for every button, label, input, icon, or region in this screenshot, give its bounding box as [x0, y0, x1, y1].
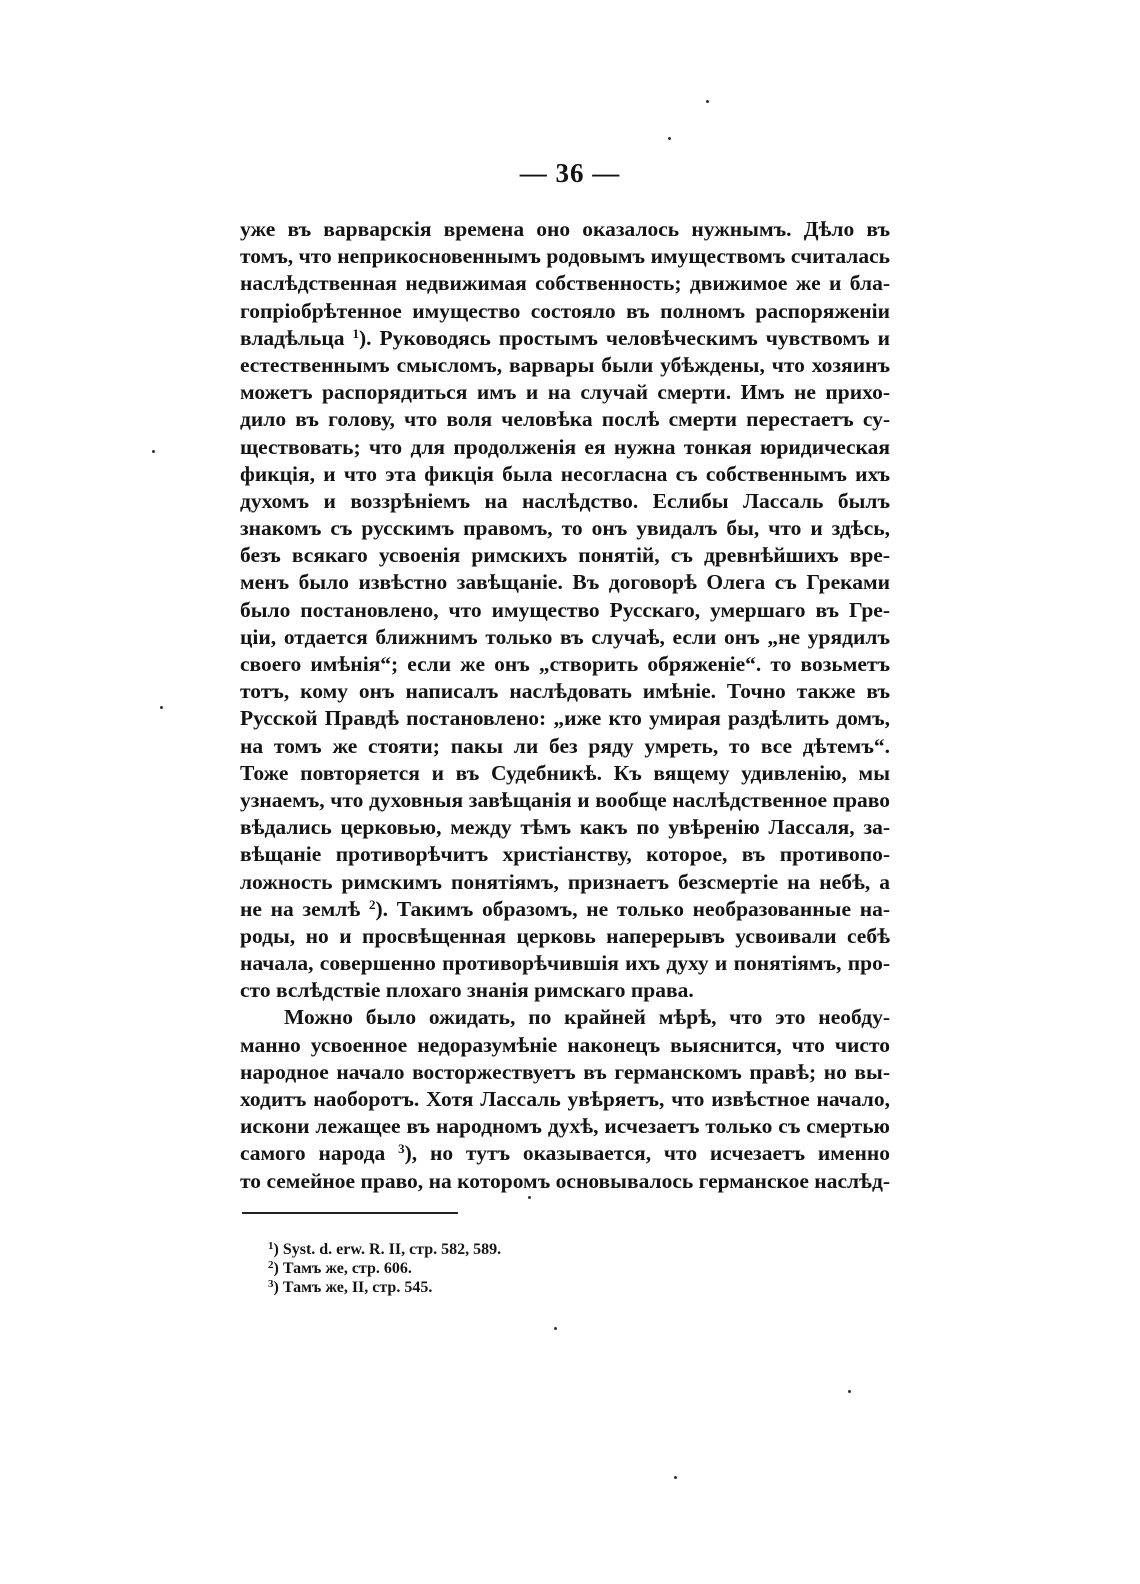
text-line: манно усвоенное недоразумѣніе наконецъ выяснится, что чисто	[240, 1032, 890, 1057]
page-number: — 36 —	[519, 158, 621, 188]
text-line: уже въ варварскія времена оно оказалось нужнымъ. Дѣло въ	[240, 217, 890, 241]
scan-speck	[554, 1327, 557, 1330]
text-line: вѣдались церковью, между тѣмъ какъ по увѣренію Лассаля, за-	[240, 815, 890, 840]
text-line: ходитъ наоборотъ. Хотя Лассаль увѣряетъ, что извѣстное начало,	[240, 1087, 890, 1111]
footnote-marker: 1	[268, 1240, 274, 1252]
scan-speck	[706, 100, 709, 103]
text-line: народное начало восторжествуетъ въ германскомъ правѣ; но вы-	[240, 1059, 890, 1084]
text-line: менъ было извѣстно завѣщаніе. Въ договорѣ Олега съ Греками	[240, 570, 890, 595]
text-line: гопріобрѣтенное имущество состояло въ полномъ распоряженіи	[240, 298, 890, 323]
scan-speck	[528, 1196, 531, 1199]
text-line: роды, но и просвѣщенная церковь наперерывъ усвоивали себѣ	[240, 923, 890, 948]
text-line: начала, совершенно противорѣчившія ихъ духу и понятіямъ, про-	[240, 951, 890, 976]
text-line: не на землѣ $^2$). Такимъ образомъ, не только необразованные на-	[240, 896, 890, 921]
text-line: безъ всякаго усвоенія римскихъ понятій, съ древнѣйшихъ вре-	[240, 543, 890, 568]
text-line: можетъ распорядиться имъ и на случай смерти. Имъ не прихо-	[240, 380, 890, 405]
scan-speck	[668, 137, 671, 140]
text-line: ціи, отдается ближнимъ только въ случаѣ, если онъ „не урядилъ	[240, 624, 890, 649]
text-line: самого народа $^3$), но тутъ оказывается, что исчезаетъ именно	[240, 1141, 890, 1166]
text-line: на томъ же стояти; пакы ли без ряду умреть, то все дѣтемъ“.	[240, 733, 890, 758]
scan-speck	[848, 1390, 851, 1393]
text-line: наслѣдственная недвижимая собственность; движимое же и бла-	[240, 271, 890, 296]
text-line: сто вслѣдствіе плохаго знанія римскаго права.	[240, 978, 694, 1003]
text-line: искони лежащее въ народномъ духѣ, исчезаетъ только съ смертью	[240, 1114, 890, 1139]
footnote-rule	[242, 1212, 458, 1214]
text-line: Русской Правдѣ постановлено: „иже кто умирая раздѣлить домъ,	[240, 706, 890, 731]
text-line: было постановлено, что имущество Русскаго, умершаго въ Гре-	[240, 597, 890, 622]
text-line: владѣльца $^1$). Руководясь простымъ человѣческимъ чувствомъ и	[240, 325, 890, 350]
text-line: Можно было ожидать, по крайней мѣрѣ, что это необду-	[284, 1005, 890, 1030]
text-line: то семейное право, на которомъ основывалось германское наслѣд-	[240, 1168, 890, 1193]
text-line: естественнымъ смысломъ, варвары были убѣждены, что хозяинъ	[240, 352, 890, 377]
footnotes	[268, 1240, 768, 1297]
text-line: духомъ и воззрѣніемъ на наслѣдство. Еслибы Лассаль былъ	[240, 488, 890, 513]
text-line: фикція, и что эта фикція была несогласна съ собственнымъ ихъ	[240, 461, 890, 486]
footnote-marker: 3	[268, 1278, 274, 1290]
body-text	[240, 216, 890, 1195]
footnote-marker: 2	[369, 896, 376, 912]
text-line: ложность римскимъ понятіямъ, признаетъ безсмертіе на небѣ, а	[240, 869, 890, 894]
text-line: вѣщаніе противорѣчитъ христіанству, которое, въ противопо-	[240, 842, 890, 867]
footnote: $^1$) Syst. d. erw. R. II, стр. 582, 589.	[268, 1240, 502, 1258]
scan-speck	[152, 450, 155, 453]
footnote-marker: 1	[352, 325, 359, 341]
scan-speck	[674, 1476, 677, 1479]
text-line: дило въ голову, что воля человѣка послѣ смерти перестаетъ су-	[240, 407, 890, 432]
footnote-marker: 2	[268, 1259, 274, 1271]
text-line: знакомъ съ русскимъ правомъ, то онъ увидалъ бы, что и здѣсь,	[240, 516, 890, 541]
text-line: томъ, что неприкосновеннымъ родовымъ имуществомъ считалась	[240, 244, 890, 269]
text-line: Тоже повторяется и въ Судебникѣ. Къ вящему удивленію, мы	[240, 760, 890, 785]
text-line: тотъ, кому онъ написалъ наслѣдовать имѣніе. Точно также въ	[240, 679, 890, 704]
footnote: $^2$) Тамъ же, стр. 606.	[268, 1259, 412, 1277]
text-line: узнаемъ, что духовныя завѣщанія и вообще наслѣдственное право	[240, 787, 890, 812]
footnote: $^3$) Тамъ же, II, стр. 545.	[268, 1278, 433, 1296]
footnote-marker: 3	[398, 1141, 405, 1157]
text-line: своего имѣнія“; если же онъ „створить обряженіе“. то возьметъ	[240, 652, 890, 676]
scan-speck	[160, 706, 163, 709]
text-line: ществовать; что для продолженія ея нужна тонкая юридическая	[240, 434, 890, 459]
